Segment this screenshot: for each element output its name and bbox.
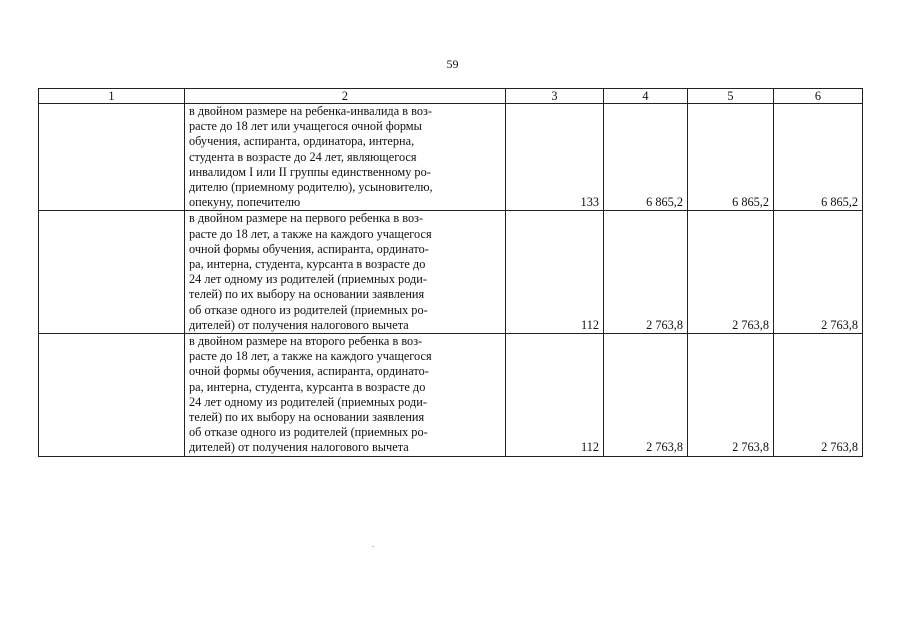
description-line: об отказе одного из родителей (приемных ро- [189,425,428,440]
description-line: об отказе одного из родителей (приемных ро- [189,302,428,317]
description-line: расте до 18 лет, а также на каждого учащегося [189,349,432,364]
column-header-5: 5 [688,89,774,104]
description-line: расте до 18 лет или учащегося очной формы [189,119,422,134]
description-line: 24 лет одному из родителей (приемных роди- [189,272,427,287]
value-cell-col6: 6 865,2 [774,104,863,211]
column-header-6: 6 [774,89,863,104]
description-line: в двойном размере на ребенка-инвалида в воз- [189,104,432,118]
scan-artifact [372,546,374,547]
description-line: в двойном размере на второго ребенка в воз- [189,334,423,349]
row-description-cell [185,334,506,457]
description-line: в двойном размере на первого ребенка в воз- [189,211,424,226]
column-header-4: 4 [604,89,688,104]
description-line: очной формы обучения, аспиранта, ординато- [189,241,429,256]
table-row [39,104,863,211]
description-line: дителю (приемному родителю), усыновителю, [189,180,433,195]
row-label-cell [39,104,185,211]
value-cell-col4: 2 763,8 [604,211,688,334]
column-header-1: 1 [39,89,185,104]
row-description-cell [185,211,506,334]
description-line: телей) по их выбору на основании заявления [189,410,425,425]
value-cell-col3: 112 [506,334,604,457]
description-line: ра, интерна, студента, курсанта в возрасте до [189,257,426,272]
row-label-cell [39,211,185,334]
table-header-row [39,89,863,104]
row-label-cell [39,334,185,457]
page-number: 59 [446,57,459,71]
description-line: обучения, аспиранта, ординатора, интерна, [189,134,415,149]
description-line: дителей) от получения налогового вычета [189,317,409,332]
value-cell-col6: 2 763,8 [774,211,863,334]
value-cell-col4: 6 865,2 [604,104,688,211]
value-cell-col5: 2 763,8 [688,334,774,457]
value-cell-col5: 2 763,8 [688,211,774,334]
column-header-3: 3 [506,89,604,104]
description-line: телей) по их выбору на основании заявления [189,287,425,302]
tax-deduction-table [38,88,863,457]
row-description-cell [185,104,506,211]
description-line: очной формы обучения, аспиранта, ординато- [189,364,429,379]
table-row [39,211,863,334]
value-cell-col3: 133 [506,104,604,211]
value-cell-col4: 2 763,8 [604,334,688,457]
value-cell-col3: 112 [506,211,604,334]
description-line: опекуну, попечителю [189,195,301,210]
description-line: инвалидом I или II группы единственному ро- [189,164,431,179]
description-line: расте до 18 лет, а также на каждого учащегося [189,226,432,241]
description-line: студента в возрасте до 24 лет, являющегося [189,149,417,164]
table-row [39,334,863,457]
value-cell-col6: 2 763,8 [774,334,863,457]
column-header-2: 2 [185,89,506,104]
description-line: 24 лет одному из родителей (приемных роди- [189,394,427,409]
description-line: дителей) от получения налогового вычета [189,440,409,455]
description-line: ра, интерна, студента, курсанта в возрасте до [189,379,426,394]
value-cell-col5: 6 865,2 [688,104,774,211]
